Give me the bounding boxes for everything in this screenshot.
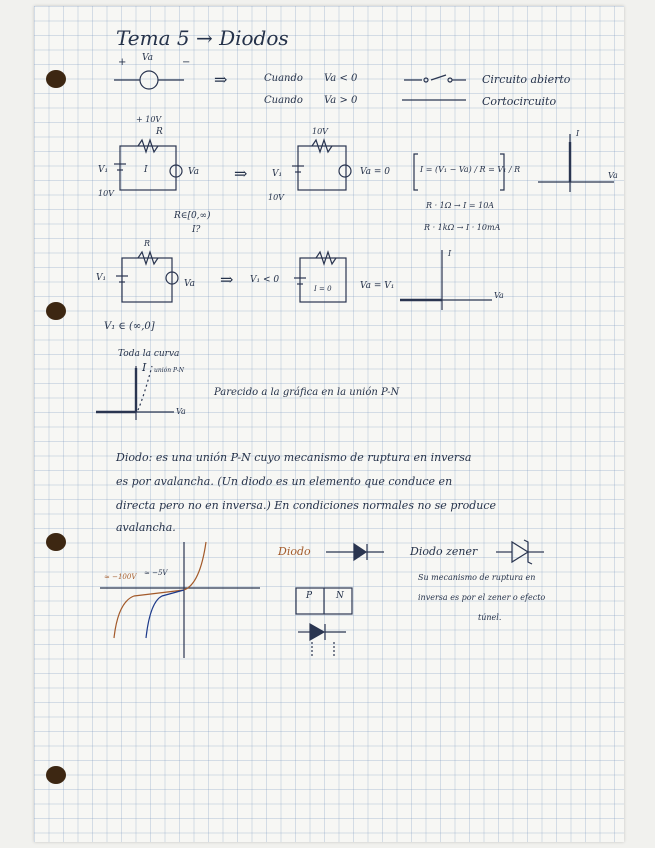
- curve-comment: Parecido a la gráfica en la unión P-N: [214, 387, 400, 398]
- c2-calc2: R · 1kΩ → I · 10mA: [424, 223, 501, 232]
- handwritten-sketches: [34, 6, 624, 842]
- curve-i: I: [142, 361, 147, 374]
- c3-v1: V₁: [96, 273, 107, 283]
- binder-hole: [46, 533, 66, 551]
- case1-when: Cuando: [264, 73, 303, 84]
- intro-plus: +: [118, 57, 127, 68]
- avalanche-label-2: ≈ −5V: [144, 569, 168, 577]
- c1-v1v: 10V: [98, 189, 114, 198]
- zener-desc-3: túnel.: [478, 613, 502, 622]
- case1-cond: Va < 0: [324, 73, 358, 84]
- zener-desc-2: inversa es por el zener o efecto: [418, 593, 546, 602]
- c2-v1v: 10V: [268, 193, 284, 202]
- diodo-def-line-3: directa pero no en inversa.) En condiciones normales no se produce: [116, 499, 497, 512]
- diode-source-symbol: [114, 71, 184, 89]
- c2-va: Va = 0: [360, 167, 391, 177]
- case1-result: Circuito abierto: [482, 73, 571, 86]
- c3-range: V₁ ∈ (∞,0]: [104, 321, 155, 332]
- circuit-4: [294, 252, 346, 302]
- notebook-page: [34, 6, 624, 842]
- c2-calc1: R · 1Ω → I = 10A: [426, 201, 495, 210]
- c4-i0: I = 0: [314, 285, 332, 293]
- diodo-symbol-label: Diodo: [278, 545, 311, 558]
- binder-hole: [46, 302, 66, 320]
- zener-symbol: [496, 540, 544, 564]
- c3-arrow: ⇒: [220, 270, 234, 289]
- c3-va: Va: [184, 279, 196, 289]
- avalanche-plot: [100, 542, 260, 658]
- binder-hole: [46, 70, 66, 88]
- intro-minus: −: [182, 57, 191, 68]
- c2-formula: I = (V₁ − Va) / R = V₁ / R: [420, 165, 521, 174]
- c1-q: I?: [192, 225, 201, 235]
- plot2-i: I: [448, 249, 452, 258]
- case2-result: Cortocircuito: [482, 95, 557, 108]
- zener-symbol-label: Diodo zener: [410, 545, 478, 558]
- curve-note: unión P-N: [154, 367, 185, 374]
- circuit-1: [114, 140, 182, 190]
- plot1-va: Va: [608, 171, 618, 180]
- circuit-3: [116, 252, 178, 302]
- intro-va: Va: [142, 53, 154, 63]
- c4-v: V₁ < 0: [250, 275, 280, 285]
- c1-va: Va: [188, 167, 200, 177]
- avalanche-label-1: ≈ −100V: [104, 573, 137, 581]
- plot1-i: I: [576, 129, 580, 138]
- c4-va: Va = V₁: [360, 281, 395, 291]
- page-title: Tema 5 → Diodos: [116, 26, 289, 50]
- case2-cond: Va > 0: [324, 95, 358, 106]
- open-switch-symbol: [404, 75, 466, 82]
- c3-r: R: [144, 239, 151, 248]
- case2-when: Cuando: [264, 95, 303, 106]
- plot2-va: Va: [494, 291, 504, 300]
- c2-v1: V₁: [272, 169, 283, 179]
- diodo-def-line-4: avalancha.: [116, 521, 176, 534]
- pn-p: P: [306, 591, 313, 601]
- c2-top: 10V: [312, 127, 328, 136]
- c1-v1: V₁: [98, 165, 109, 175]
- c1-range: R∈[0,∞): [174, 211, 211, 221]
- diode-symbol: [326, 544, 384, 560]
- zener-desc-1: Su mecanismo de ruptura en: [418, 573, 536, 582]
- circuit-2: [292, 140, 351, 190]
- binder-hole: [46, 766, 66, 784]
- diodo-def-line-1: Diodo: es una unión P-N cuyo mecanismo de ruptura en inversa: [116, 451, 472, 464]
- diodo-def-line-2: es por avalancha. (Un diodo es un elemento que conduce en: [116, 475, 453, 488]
- plot-1-axes: [538, 134, 614, 192]
- intro-arrow: ⇒: [214, 70, 228, 89]
- c1-top: + 10V: [136, 115, 162, 124]
- curve-label: Toda la curva: [118, 349, 180, 359]
- curve-va: Va: [176, 407, 186, 416]
- plot-2-axes: [400, 250, 492, 310]
- curve-plot-axes: [96, 366, 174, 420]
- c1-r: R: [156, 127, 163, 137]
- c1-arrow: ⇒: [234, 164, 248, 183]
- c1-i: I: [144, 165, 148, 175]
- pn-n: N: [336, 591, 344, 601]
